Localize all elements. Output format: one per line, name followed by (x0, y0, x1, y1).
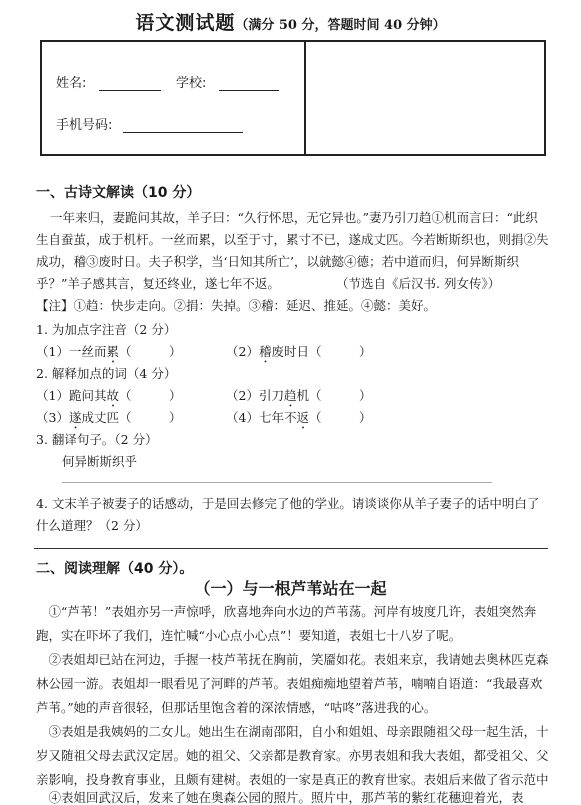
q1-item-1-text: （1）一丝而 (36, 344, 107, 359)
q1-item-2-blank[interactable]: 废时日（ ） (271, 344, 372, 359)
passage-line-3: 成功，稽③废时日。夫子积学，当‘日知其所亡’，以就懿④德；若中道而归，何异断斯织 (36, 254, 519, 269)
q2-item-2-dotted: 趋 (283, 388, 297, 403)
story-paragraph-3: ③表姐是我姨妈的二女儿。她出生在湖南邵阳，自小和姐姐、母亲跟随祖父母一起生活，十岁又随祖父母去武汉定居。她的祖父、父亲都是教育家。亦男表姐和我大表姐，都受祖父、父亲影响，投身教育事业，且颇有建树。表姐的一家是真正的教育世家。表姐后来做了省示范中 (36, 724, 549, 787)
q1-item-1-dotted: 累 (106, 344, 119, 359)
name-field[interactable] (56, 72, 161, 91)
story-title: （一）与一根芦苇站在一起 (194, 579, 387, 598)
q3-title: 3. 翻译句子。（2 分） (36, 432, 158, 447)
section2-heading: 二、阅读理解（40 分）。 (36, 561, 194, 577)
q3-answer-line[interactable] (62, 482, 492, 483)
student-info-box (40, 40, 546, 156)
q2-item-2-blank[interactable]: 机（ ） (296, 388, 372, 403)
name-label: 姓名: (56, 76, 87, 91)
q2-item-4-blank[interactable]: （ ） (308, 410, 372, 425)
q2-item-2[interactable] (226, 386, 371, 410)
q1-title: 1. 为加点字注音（2 分） (36, 322, 177, 337)
passage-line-2: 生自蚕茧，成于机杆。一丝而累，以至于寸，累寸不已，遂成丈匹。今若断斯织也，则捐②失 (36, 232, 549, 247)
q1-item-1[interactable] (36, 342, 181, 366)
section1-heading: 一、古诗文解读（10 分） (36, 185, 201, 201)
title-subtitle: （满分 50 分，答题时间 40 分钟） (235, 18, 446, 33)
story-paragraph-2: ②表姐却已站在河边，手握一枝芦苇抚在胸前，笑靥如花。表姐来京，我请她去奥林匹克森林公园一游。表姐却一眼看见了河畔的芦苇。表姐痴痴地望着芦苇，喃喃自语道：“我最喜欢芦苇。”她的声音很轻，但那话里饱含着的深浓情感，“咕咚”落进我的心。 (36, 652, 549, 715)
q2-item-1-dotted: 故 (106, 388, 119, 403)
passage-line-4: 乎？”羊子感其言，复还终业，遂七年不返。 (36, 276, 280, 291)
phone-label: 手机号码: (56, 118, 113, 133)
q2-item-4[interactable] (226, 408, 371, 432)
q1-item-2-text: （2） (226, 344, 259, 359)
q2-item-2-text: （2）引刀 (226, 388, 284, 403)
q2-item-3-text: （3） (36, 410, 69, 425)
q2-title: 2. 解释加点的词（4 分） (36, 366, 177, 381)
q2-item-4-text: （4）七年不 (226, 410, 297, 425)
q1-item-1-blank[interactable]: （ ） (118, 344, 182, 359)
school-blank[interactable] (219, 76, 279, 91)
passage-note: 【注】①趋：快步走向。②捐：失掉。③稽：延迟、推延。④懿：美好。 (36, 298, 437, 313)
page-title (0, 8, 581, 35)
q1-item-2-dotted: 稽 (258, 344, 272, 359)
story-paragraph-1: ①“芦苇！”表姐亦另一声惊呼，欣喜地奔向水边的芦苇荡。河岸有坡度几许，表姐突然奔跑，实在吓坏了我们，连忙喊“小心点小心点”！要知道，表姐七十八岁了呢。 (36, 604, 537, 643)
q2-item-1-blank[interactable]: （ ） (118, 388, 182, 403)
school-field[interactable] (176, 72, 279, 91)
phone-field[interactable] (56, 114, 243, 133)
q3-sentence: 何异断斯织乎 (62, 454, 138, 469)
passage-line-1: 一年来归，妻跪问其故，羊子曰：“久行怀思，无它异也。”妻乃引刀趋①机而言曰：“此织 (50, 210, 538, 225)
q2-item-1-text: （1）跪问其 (36, 388, 107, 403)
school-label: 学校: (176, 76, 207, 91)
title-main: 语文测试题 (135, 12, 236, 34)
q4-line-1: 4. 文末羊子被妻子的话感动，于是回去修完了他的学业。请谈谈你从羊子妻子的话中明白了 (36, 496, 540, 511)
info-fields-area (42, 42, 306, 154)
q1-item-2[interactable] (226, 342, 371, 366)
q2-item-3[interactable] (36, 408, 181, 432)
story-paragraph-4: ④表姐回武汉后，发来了她在奥森公园的照片。照片中，那芦苇的紫红花穗迎着光，表 (48, 790, 524, 805)
q2-item-3-blank[interactable]: 成丈匹（ ） (81, 410, 182, 425)
q4-answer-line[interactable] (34, 548, 548, 549)
phone-blank[interactable] (123, 118, 243, 133)
q2-item-3-dotted: 遂 (68, 410, 82, 425)
q4-line-2: 什么道理？（2 分） (36, 518, 148, 533)
name-blank[interactable] (99, 76, 161, 91)
q2-item-1[interactable] (36, 386, 181, 410)
passage-source: （节选自《后汉书. 列女传》） (336, 276, 501, 291)
q2-item-4-dotted: 返 (296, 410, 309, 425)
